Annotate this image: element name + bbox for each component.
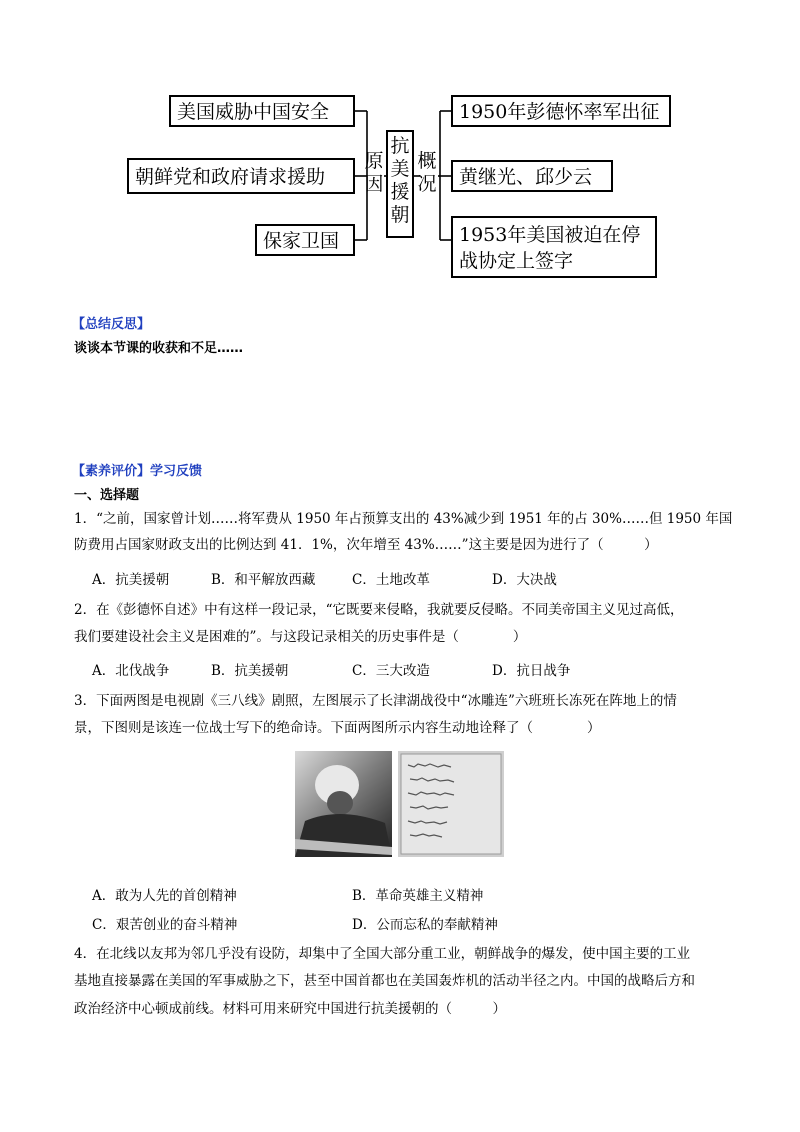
- overview-box-2: [451, 160, 613, 192]
- q2-option-a: A．北伐战争: [92, 663, 170, 679]
- q1-option-d: D．大决战: [492, 572, 557, 588]
- cause-text-3: 保家卫国: [263, 230, 340, 252]
- evaluation-heading-bracket: 【素养评价】: [72, 464, 151, 479]
- q4-line-3: 政治经济中心顿成前线。材料可用来研究中国进行抗美援朝的（ ）: [74, 1001, 506, 1017]
- q4-line-2: 基地直接暴露在美国的军事威胁之下，甚至中国首都也在美国轰炸机的活动半径之内。中国的战略后方和: [74, 973, 695, 989]
- evaluation-heading: [72, 460, 202, 479]
- q3-option-a: A．敢为人先的首创精神: [92, 888, 237, 904]
- section-title: 一、选择题: [74, 488, 140, 503]
- center-box: [386, 130, 414, 238]
- cause-box-3: [255, 224, 355, 256]
- q2-option-c: C．三大改造: [352, 663, 430, 679]
- q1-option-a: A．抗美援朝: [92, 572, 170, 588]
- q1-line-2: 防费用占国家财政支出的比例达到 41．1%，次年增至 43%……”这主要是因为进行了（ ）: [74, 537, 658, 553]
- soldier-photo: [295, 751, 392, 857]
- q1-option-b: B．和平解放西藏: [211, 572, 316, 588]
- q1-option-c: C．土地改革: [352, 572, 430, 588]
- q3-option-d: D．公而忘私的奉献精神: [352, 917, 498, 933]
- q2-option-d: D．抗日战争: [492, 663, 571, 679]
- summary-heading: 【总结反思】: [72, 317, 151, 332]
- evaluation-heading-rest: 学习反馈: [150, 464, 203, 479]
- q4-line-1: 4．在北线以友邦为邻几乎没有设防，却集中了全国大部分重工业，朝鲜战争的爆发，使中国主要的工业: [74, 946, 691, 962]
- q3-line-1: 3．下面两图是电视剧《三八线》剧照，左图展示了长津湖战役中“冰雕连”六班班长冻死在阵地上的情: [74, 693, 677, 709]
- q1-line-1: 1．“之前，国家曾计划……将军费从 1950 年占预算支出的 43%减少到 1951 年的占 30%……但 1950 年国: [74, 511, 733, 527]
- overview-text-2: 黄继光、邱少云: [459, 166, 593, 188]
- q2-option-b: B．抗美援朝: [211, 663, 289, 679]
- cause-text-2: 朝鲜党和政府请求援助: [135, 166, 326, 188]
- q2-line-1: 2．在《彭德怀自述》中有这样一段记录，“它既要来侵略，我就要反侵略。不同美帝国主义见过高低，: [74, 602, 684, 618]
- overview-text-3: 1953年美国被迫在停战协定上签字: [459, 224, 641, 272]
- summary-text: 谈谈本节课的收获和不足……: [74, 341, 244, 356]
- q3-line-2: 景，下图则是该连一位战士写下的绝命诗。下面两图所示内容生动地诠释了（ ）: [74, 720, 601, 736]
- cause-box-1: [169, 95, 355, 127]
- cause-text-1: 美国威胁中国安全: [177, 101, 330, 123]
- poem-photo: [398, 751, 504, 857]
- causes-label: 原因: [364, 150, 384, 195]
- overview-label: 概况: [417, 150, 437, 195]
- q3-option-b: B．革命英雄主义精神: [352, 888, 484, 904]
- q3-option-c: C．艰苦创业的奋斗精神: [92, 917, 238, 933]
- overview-box-3: [451, 216, 657, 278]
- cause-box-2: [127, 158, 355, 194]
- center-label: 抗美援朝: [390, 135, 410, 226]
- overview-box-1: [451, 95, 671, 127]
- overview-text-1: 1950年彭德怀率军出征: [459, 101, 660, 123]
- q2-line-2: 我们要建设社会主义是困难的”。与这段记录相关的历史事件是（ ）: [74, 629, 527, 645]
